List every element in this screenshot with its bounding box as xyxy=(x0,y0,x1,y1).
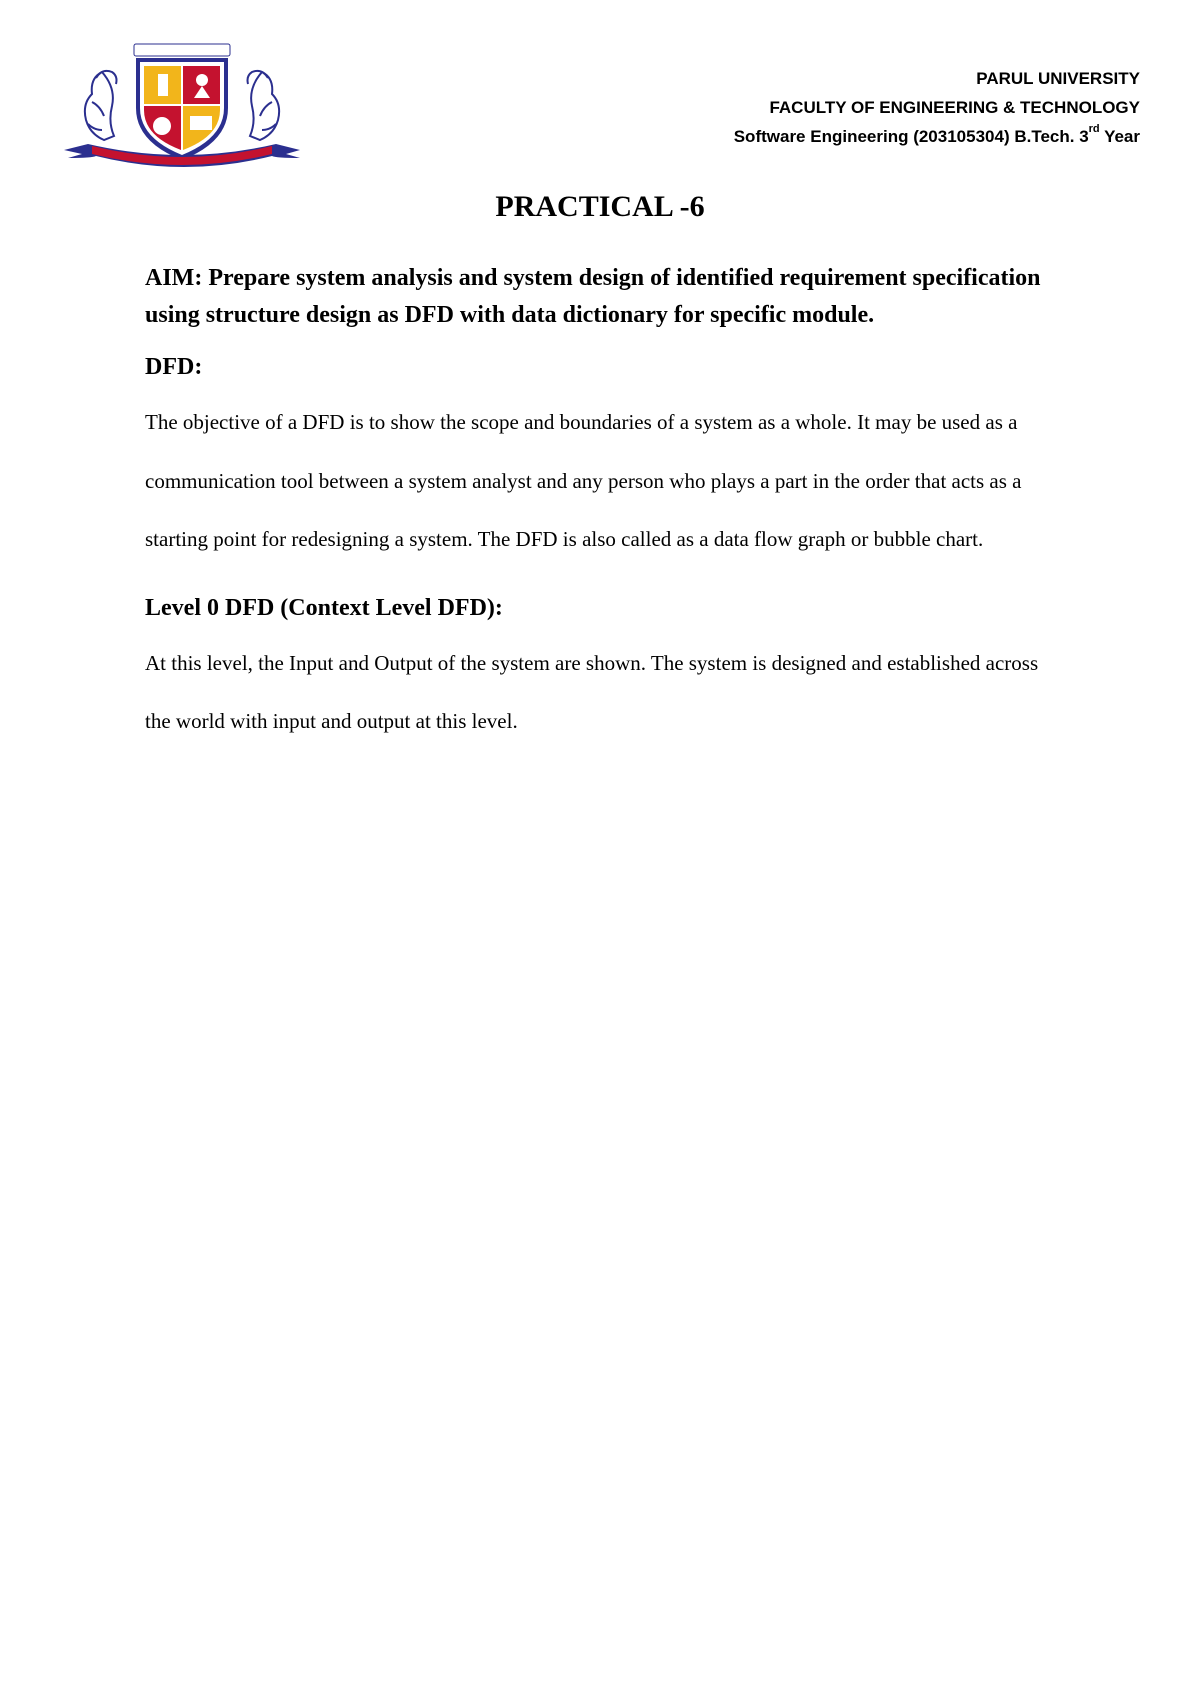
university-crest-icon xyxy=(62,42,302,170)
practical-title: PRACTICAL -6 xyxy=(495,190,705,223)
level0-heading: Level 0 DFD (Context Level DFD): xyxy=(145,594,503,621)
course-year: Year xyxy=(1099,127,1140,146)
dfd-paragraph: The objective of a DFD is to show the scope and boundaries of a system as a whole. It may be used as a communication tool between a system analyst and any person who plays a part in the order that acts as a starting point for redesigning a system. The DFD is also called as a data flow graph or bubble chart. xyxy=(145,410,1022,551)
dfd-heading: DFD: xyxy=(145,354,203,380)
document-header xyxy=(734,64,1140,151)
level0-paragraph: At this level, the Input and Output of the system are shown. The system is designed and established across the world with input and output at this level. xyxy=(145,650,1039,733)
course-ordinal-suffix: rd xyxy=(1088,123,1100,135)
faculty-name: FACULTY OF ENGINEERING & TECHNOLOGY xyxy=(769,98,1140,117)
course-text: Software Engineering (203105304) B.Tech. 3 xyxy=(733,127,1089,146)
university-name: PARUL UNIVERSITY xyxy=(976,69,1140,88)
course-line xyxy=(734,122,1140,151)
aim-statement: AIM: Prepare system analysis and system design of identified requirement specification using structure design as DFD with data dictionary for specific module. xyxy=(145,265,1041,328)
document-body xyxy=(145,260,1060,751)
